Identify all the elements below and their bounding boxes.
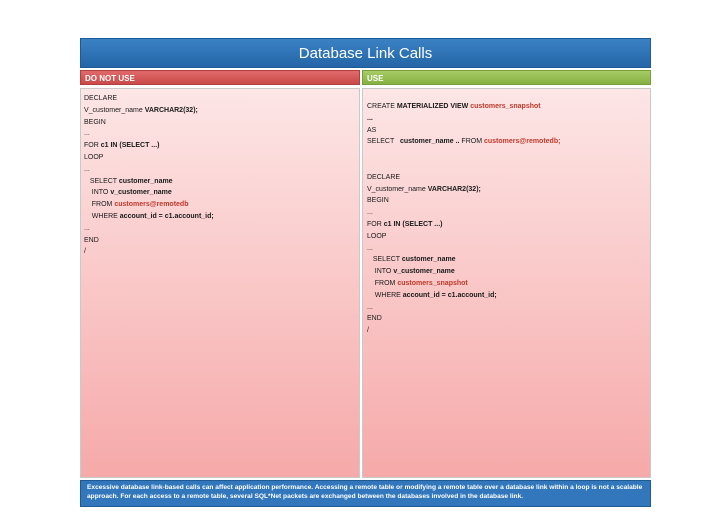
code-segment: customer_name: [118, 177, 173, 185]
code-segment: SELECT: [367, 256, 402, 264]
code-line: [367, 136, 560, 148]
code-line: [367, 219, 560, 231]
code-line: [84, 93, 214, 105]
code-segment: V_customer_name: [84, 106, 145, 114]
code-segment: ...: [367, 244, 373, 252]
code-segment: END: [84, 236, 99, 244]
code-segment: customers@remotedb;: [483, 138, 561, 146]
do-not-use-code: [84, 93, 214, 258]
code-line: [367, 113, 560, 125]
code-line: [367, 207, 560, 219]
code-line: [367, 231, 560, 243]
code-segment: LOOP: [84, 153, 104, 161]
code-line: [367, 325, 560, 337]
code-line: [84, 105, 214, 117]
code-segment: VARCHAR2(32);: [144, 106, 198, 114]
code-line: [367, 254, 560, 266]
code-segment: LOOP: [367, 232, 387, 240]
code-segment: V_customer_name: [367, 185, 428, 193]
code-line: [84, 223, 214, 235]
code-segment: ...: [367, 303, 373, 311]
code-segment: account_id = c1.account_id;: [119, 212, 214, 220]
code-segment: VARCHAR2(32);: [427, 185, 481, 193]
code-segment: c1 IN (SELECT ...): [383, 220, 443, 228]
code-segment: FROM: [84, 201, 115, 209]
code-segment: customers_snapshot: [397, 279, 468, 287]
code-segment: c1 IN (SELECT ...): [100, 142, 160, 150]
code-line: [84, 117, 214, 129]
code-segment: SELECT: [84, 177, 119, 185]
code-segment: BEGIN: [84, 118, 106, 126]
use-header: USE: [362, 70, 651, 85]
code-segment: customers@remotedb: [114, 201, 189, 209]
code-line: [367, 148, 560, 160]
code-segment: ...: [84, 224, 90, 232]
code-line: [367, 278, 560, 290]
code-line: [84, 235, 214, 247]
code-segment: customer_name: [401, 256, 456, 264]
code-line: [367, 160, 560, 172]
footer-note: Excessive database link-based calls can affect application performance. Accessing a remote table or modifying a remote table over a database link within a loop is not a scalable approach. For each access to a remote table, several SQL*Net packets are exchanged between the databases involved in the database link.: [80, 480, 651, 507]
code-segment: /: [367, 327, 369, 335]
code-line: [367, 172, 560, 184]
code-segment: customer_name ..: [399, 138, 462, 146]
code-line: [84, 211, 214, 223]
code-segment: MATERIALIZED VIEW: [396, 103, 471, 110]
code-segment: ...: [367, 209, 373, 217]
code-segment: /: [84, 248, 86, 256]
code-segment: DECLARE: [84, 95, 118, 102]
code-segment: CREATE: [367, 103, 397, 110]
code-segment: BEGIN: [367, 197, 389, 205]
code-line: [84, 199, 214, 211]
code-segment: account_id = c1.account_id;: [402, 291, 497, 299]
code-line: [367, 302, 560, 314]
code-line: [367, 184, 560, 196]
do-not-use-panel: [80, 88, 360, 478]
code-line: [367, 290, 560, 302]
code-line: [84, 187, 214, 199]
code-line: [84, 246, 214, 258]
do-not-use-header: DO NOT USE: [80, 70, 360, 85]
code-segment: WHERE: [84, 212, 120, 220]
code-line: [84, 176, 214, 188]
use-code: [367, 101, 560, 337]
code-line: [367, 266, 560, 278]
code-segment: SELECT: [367, 138, 400, 146]
code-segment: END: [367, 315, 382, 323]
code-segment: v_customer_name: [393, 268, 455, 276]
code-segment: FROM: [461, 138, 484, 146]
code-line: [84, 140, 214, 152]
code-segment: ...: [84, 165, 90, 173]
code-segment: INTO: [367, 268, 394, 276]
slide: [80, 38, 651, 503]
code-segment: DECLARE: [367, 173, 401, 181]
code-segment: v_customer_name: [110, 189, 172, 197]
code-line: [84, 152, 214, 164]
code-line: [367, 125, 560, 137]
slide-title: Database Link Calls: [80, 38, 651, 68]
code-line: [84, 128, 214, 140]
use-panel: [362, 88, 651, 478]
code-line: [367, 101, 560, 113]
code-segment: FOR: [367, 220, 384, 228]
code-line: [367, 313, 560, 325]
code-segment: WHERE: [367, 291, 403, 299]
code-segment: ...: [367, 114, 373, 122]
code-segment: FOR: [84, 142, 101, 150]
code-line: [367, 243, 560, 255]
code-segment: AS: [367, 126, 377, 134]
code-segment: customers_snapshot: [470, 103, 541, 110]
code-line: [84, 164, 214, 176]
code-line: [367, 195, 560, 207]
code-segment: ...: [84, 130, 90, 138]
code-segment: INTO: [84, 189, 111, 197]
code-segment: FROM: [367, 279, 398, 287]
